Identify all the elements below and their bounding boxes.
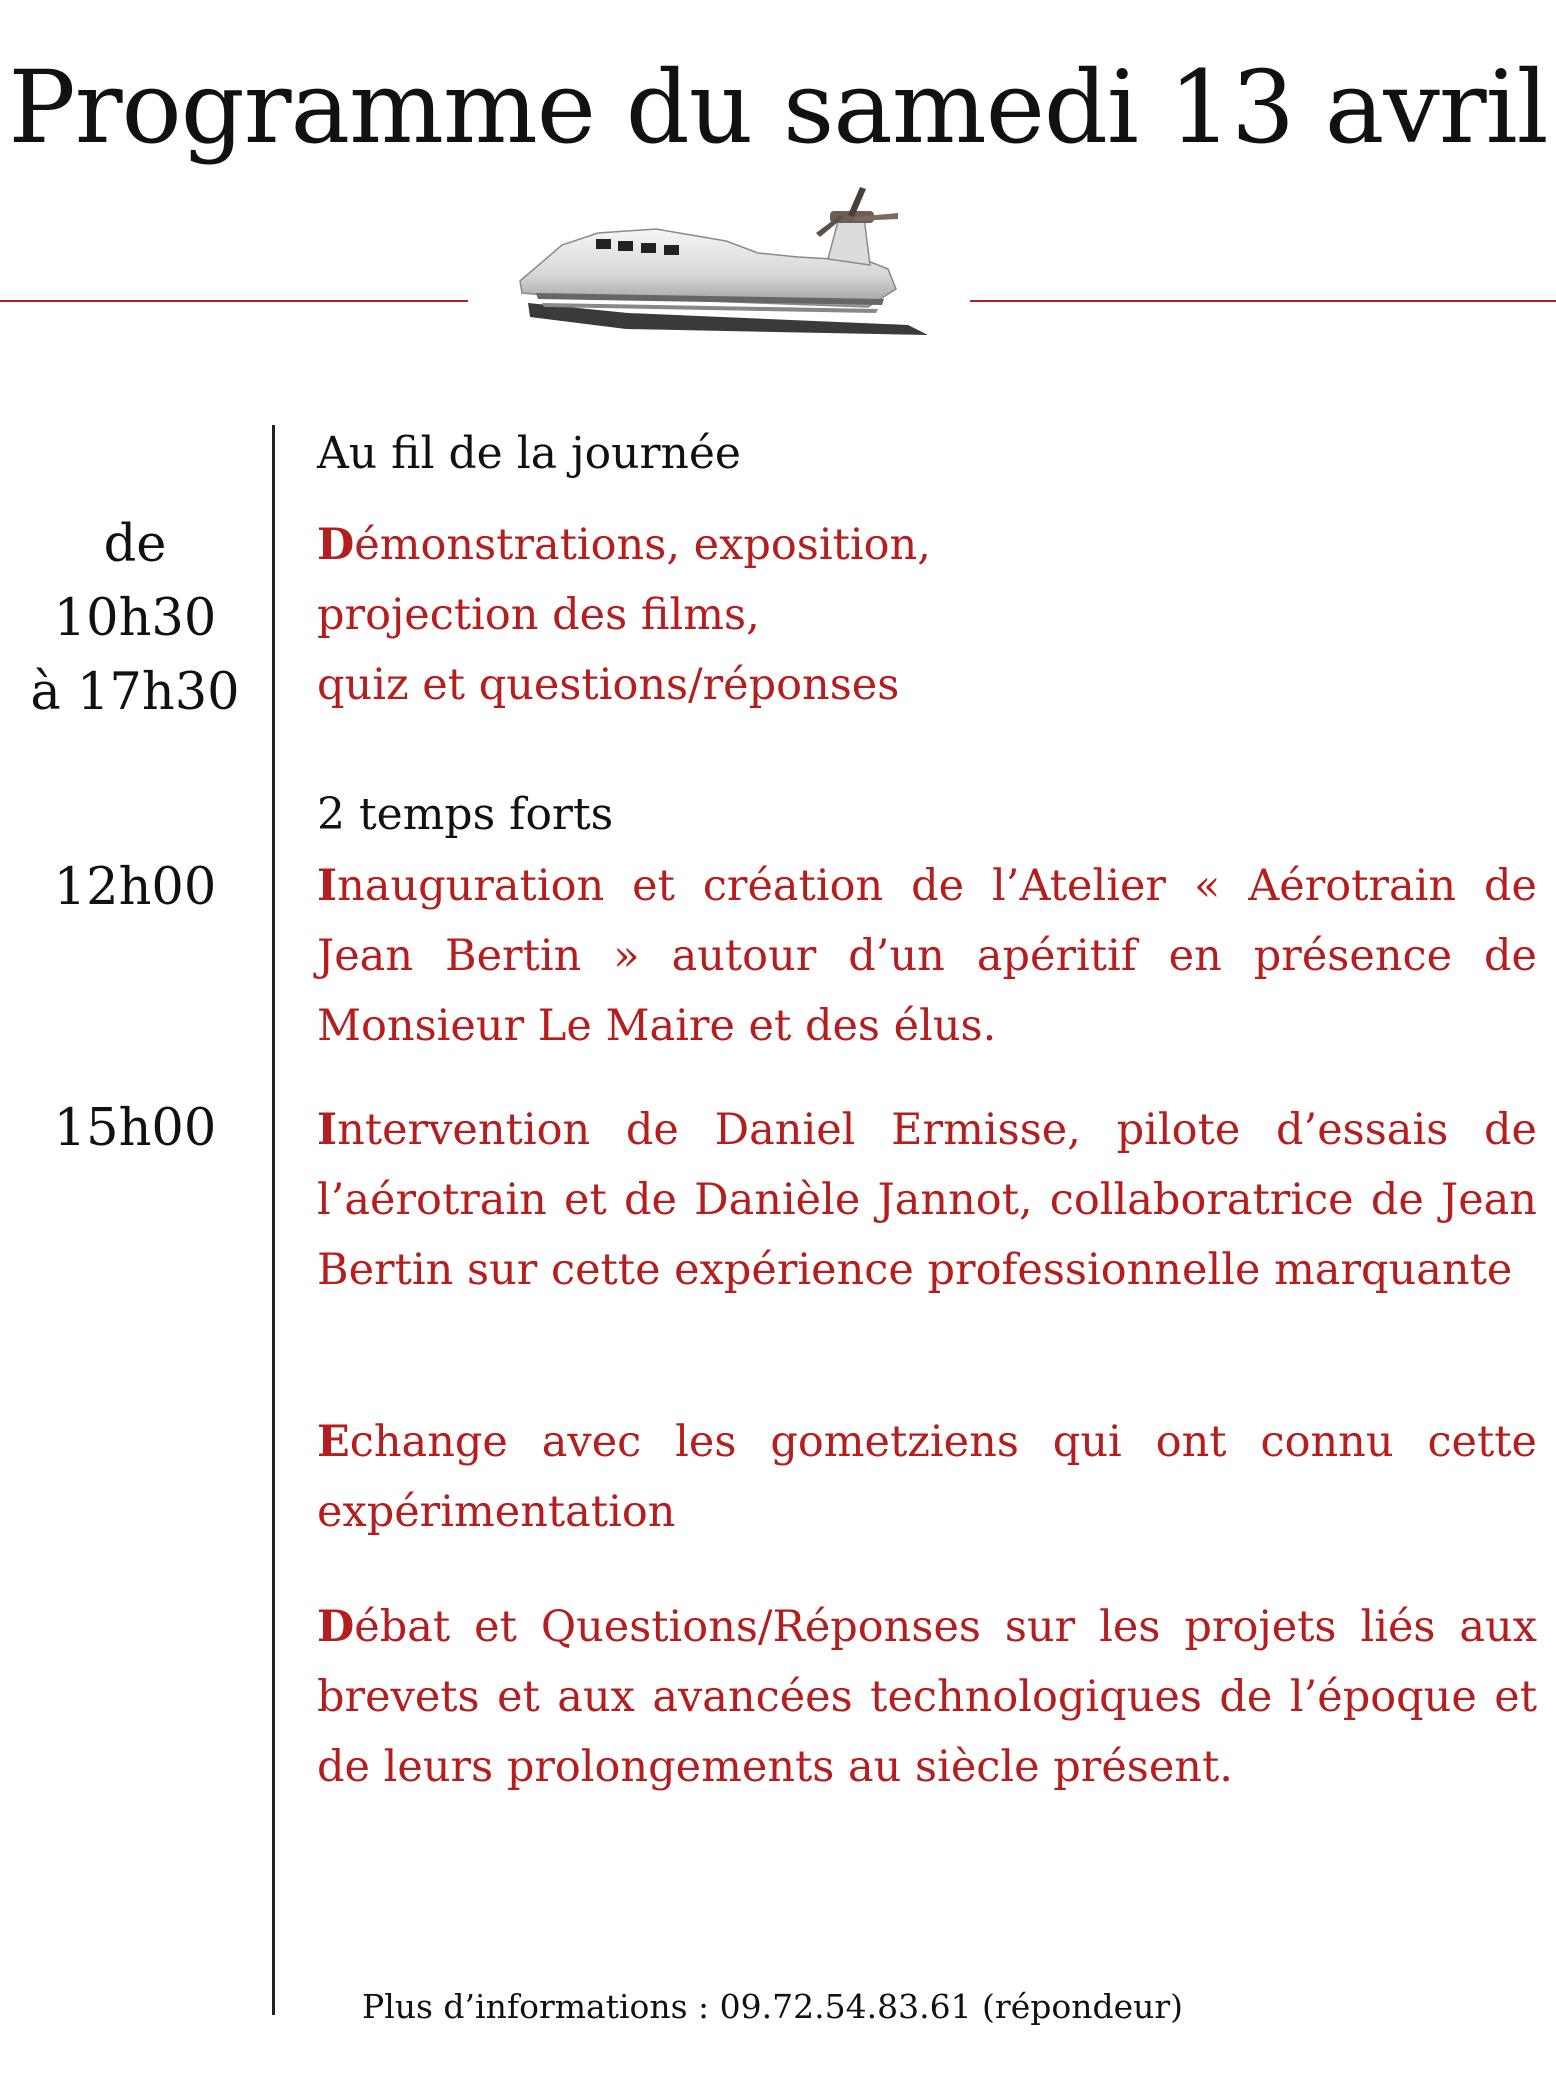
day-activity-line: quiz et questions/réponses xyxy=(317,660,900,710)
highlight-text: ébat et Questions/Réponses sur les projets liés aux brevets et aux avancées technologiques de l’époque et de leurs prolongements au siècle présent. xyxy=(317,1602,1537,1792)
highlight-text: ntervention de Daniel Ermisse, pilote d’essais de l’aérotrain et de Danièle Jannot, collaboratrice de Jean Bertin sur cette expérience professionnelle marquante xyxy=(317,1105,1537,1295)
highlight-item xyxy=(317,1407,1537,1547)
footer-info: Plus d’informations : 09.72.54.83.61 (répondeur) xyxy=(362,1987,1184,2026)
highlight-item xyxy=(317,1095,1537,1305)
day-time-range xyxy=(5,508,265,730)
day-activity-rest: émonstrations, exposition, xyxy=(354,520,931,570)
highlight-item xyxy=(317,851,1537,1061)
highlight-text: change avec les gometziens qui ont connu cette expérimentation xyxy=(317,1417,1537,1537)
right-divider xyxy=(970,300,1556,302)
section-heading-all-day: Au fil de la journée xyxy=(317,428,741,479)
time-afternoon: 15h00 xyxy=(53,1099,217,1158)
time-range-from: de xyxy=(103,515,167,574)
left-divider xyxy=(0,300,468,302)
highlight-text: nauguration et création de l’Atelier « Aérotrain de Jean Bertin » autour d’un apéritif en présence de Monsieur Le Maire et des élus. xyxy=(317,861,1537,1051)
time-range-end: à 17h30 xyxy=(30,663,240,722)
highlight-initial: I xyxy=(317,861,338,911)
highlight-item xyxy=(317,1592,1537,1802)
highlight-initial: E xyxy=(317,1417,350,1467)
day-activities xyxy=(317,510,1537,720)
day-activity-line: projection des films, xyxy=(317,590,760,640)
highlight-initial: D xyxy=(317,1602,355,1652)
page-title: Programme du samedi 13 avril xyxy=(8,49,1548,166)
timeline-divider xyxy=(272,425,275,2015)
aerotrain-icon xyxy=(508,185,948,345)
highlight-initial: I xyxy=(317,1105,338,1155)
day-activity-line: Démonstrations, exposition, xyxy=(317,520,931,570)
time-noon: 12h00 xyxy=(53,858,217,917)
time-range-start: 10h30 xyxy=(53,589,217,648)
section-heading-highlights: 2 temps forts xyxy=(317,789,614,840)
